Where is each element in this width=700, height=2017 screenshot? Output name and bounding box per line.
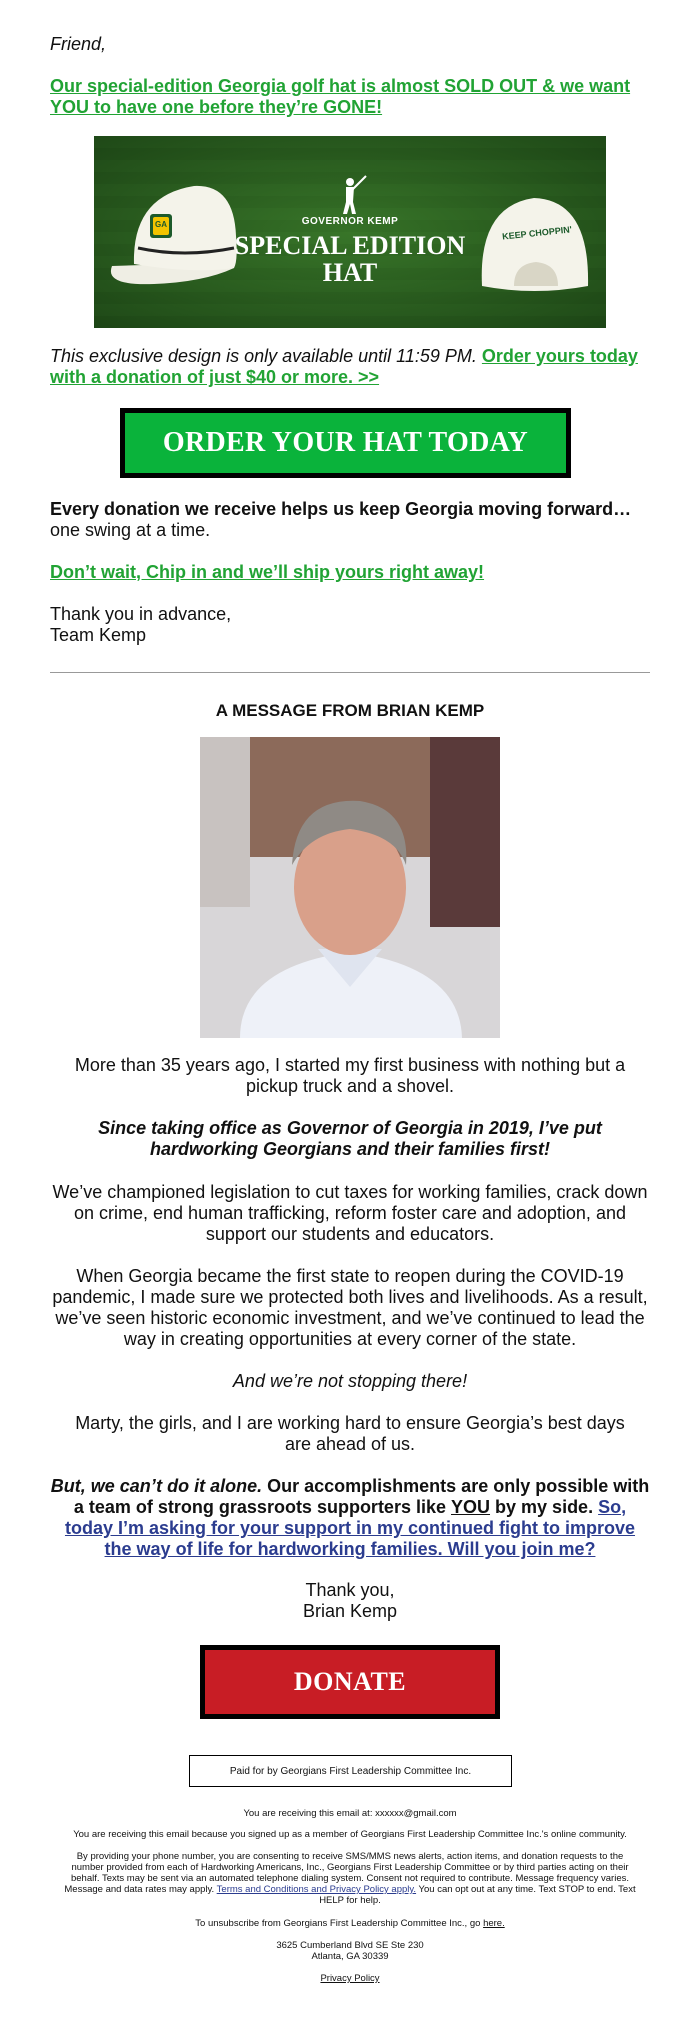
unsubscribe-line	[50, 1918, 650, 1929]
signoff-line1: Thank you in advance,	[50, 604, 232, 624]
message-name: Brian Kemp	[302, 1601, 398, 1621]
order-hat-button[interactable]: ORDER YOUR HAT TODAY	[120, 408, 571, 478]
privacy-policy-link[interactable]: Privacy Policy	[320, 1973, 380, 1984]
donation-text	[50, 499, 650, 541]
sms-end: You can opt out at any time. Text STOP to end. Text HELP for help.	[319, 1884, 636, 1906]
donate-button[interactable]: DONATE	[200, 1645, 500, 1719]
message-p5: And we’re not stopping there!	[232, 1371, 468, 1391]
banner-title-line1: SPECIAL EDITION	[234, 231, 466, 260]
divider	[50, 672, 650, 673]
message-p2: Since taking office as Governor of Georgia in 2019, I’ve put hardworking Georgians and their families first!	[98, 1118, 602, 1159]
terms-link[interactable]: Terms and Conditions and Privacy Policy apply.	[216, 1884, 417, 1895]
hat-banner[interactable]	[94, 136, 606, 328]
by-my-side: by my side.	[495, 1497, 594, 1517]
message-p6: Marty, the girls, and I are working hard to ensure Georgia’s best days are ahead of us.	[75, 1413, 625, 1454]
exclusive-italic: This exclusive design is only available until 11:59 PM.	[50, 346, 477, 366]
greeting: Friend,	[50, 34, 107, 54]
banner-title-line2: HAT	[322, 258, 378, 287]
message-signoff	[50, 1580, 650, 1622]
kemp-photo	[200, 737, 500, 1038]
order-link[interactable]: Order yours today with a donation of just $40 or more. >>	[50, 346, 638, 387]
left-hat-patch: GA	[155, 220, 167, 229]
receiving-email: You are receiving this email at: xxxxxx@gmail.com	[243, 1808, 457, 1819]
signoff-line2: Team Kemp	[50, 625, 147, 645]
unsubscribe-text: To unsubscribe from Georgians First Leadership Committee Inc., go	[195, 1918, 481, 1929]
exclusive-text	[50, 346, 650, 388]
message-p1: More than 35 years ago, I started my first business with nothing but a pickup truck and a shovel.	[74, 1055, 626, 1096]
join-me-link[interactable]: So, today I’m asking for your support in my continued fight to improve the way of life for hardworking families. Will you join me?	[64, 1497, 636, 1559]
sms-disclaimer	[50, 1851, 650, 1906]
message-p7	[50, 1476, 650, 1560]
you-emphasis: YOU	[451, 1497, 491, 1517]
signed-up-note: You are receiving this email because you signed up as a member of Georgians First Leadership Committee Inc.'s online community.	[73, 1829, 627, 1840]
sms-text: By providing your phone number, you are consenting to receive SMS/MMS news alerts, action items, and donation requests to the number provided from each of Hardworking Americans, Inc., Georgians First Leadership Committee or by third parties acting on their behalf. Texts may be sent via an automated telephone dialing system. Consent not required to contribute. Message frequency varies. Message and data rates may apply.	[64, 1851, 629, 1895]
cant-alone: But, we can’t do it alone.	[50, 1476, 263, 1496]
message-thanks: Thank you,	[305, 1580, 395, 1600]
address-line1: 3625 Cumberland Blvd SE Ste 230	[276, 1940, 424, 1951]
chip-in-link[interactable]: Don’t wait, Chip in and we’ll ship yours right away!	[50, 562, 485, 582]
right-hat-text: KEEP CHOPPIN'	[501, 224, 573, 242]
donation-rest: one swing at a time.	[50, 520, 211, 540]
accomplishments: Our accomplishments are only possible with a team of strong grassroots supporters like	[73, 1476, 650, 1517]
unsubscribe-link[interactable]: here.	[483, 1918, 505, 1929]
message-p4: When Georgia became the first state to reopen during the COVID-19 pandemic, I made sure we protected both lives and livelihoods. As a result, we’ve seen historic economic investment, and we’ve continued to lead the way in creating opportunities at every corner of the state.	[52, 1266, 648, 1349]
address-line2: Atlanta, GA 30339	[311, 1951, 389, 1962]
paid-for-box: Paid for by Georgians First Leadership Committee Inc.	[189, 1755, 512, 1787]
signoff	[50, 604, 650, 646]
donation-bold: Every donation we receive helps us keep Georgia moving forward…	[50, 499, 632, 519]
banner-brand: GOVERNOR KEMP	[301, 216, 399, 227]
portrait-icon	[200, 737, 500, 1038]
message-heading: A MESSAGE FROM BRIAN KEMP	[215, 701, 485, 720]
address	[50, 1940, 650, 1962]
headline-link[interactable]: Our special-edition Georgia golf hat is almost SOLD OUT & we want YOU to have one before they’re GONE!	[50, 76, 631, 117]
message-p3: We’ve championed legislation to cut taxes for working families, crack down on crime, end human trafficking, reform foster care and adoption, and support our students and educators.	[52, 1182, 648, 1244]
